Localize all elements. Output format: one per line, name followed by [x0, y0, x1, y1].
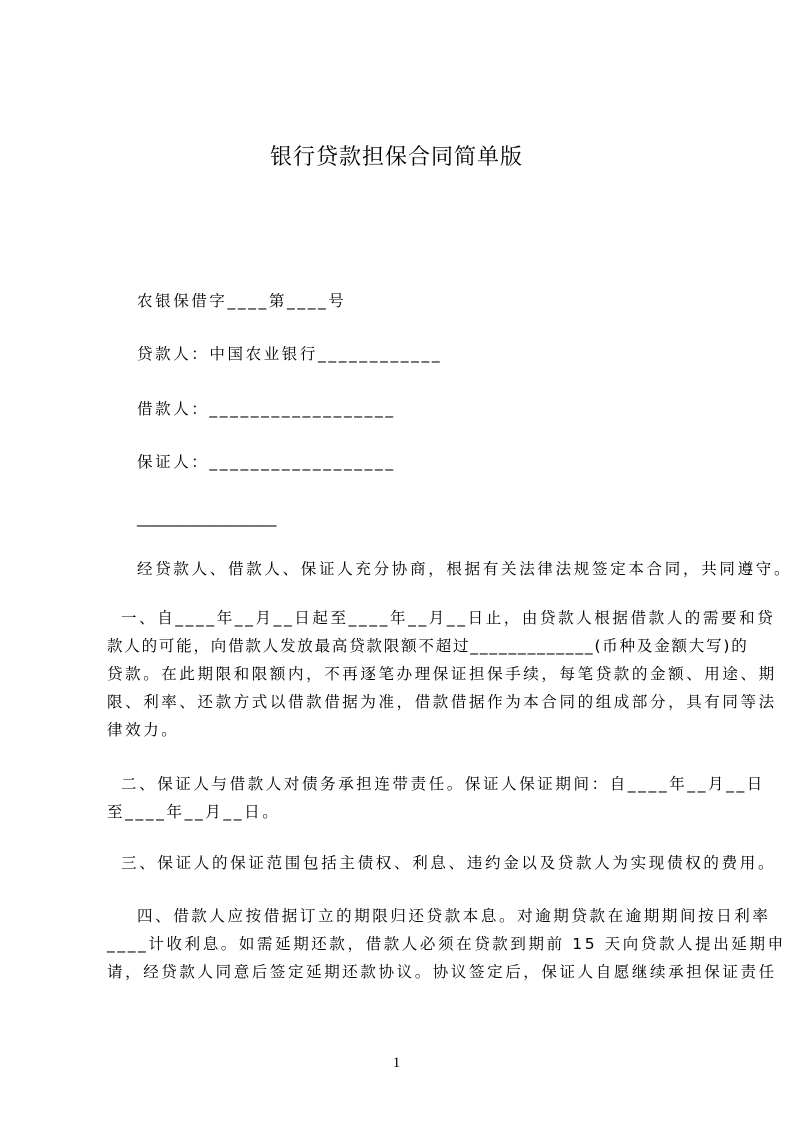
borrower-field: 借款人：__________________ — [137, 400, 396, 418]
clause-1-line: 限、利率、还款方式以借款借据为准，借款借据作为本合同的组成部分，具有同等法 — [107, 693, 777, 711]
clause-4-line: 请，经贷款人同意后签定延期还款协议。协议签定后，保证人自愿继续承担保证责任 — [107, 963, 777, 981]
preamble: 经贷款人、借款人、保证人充分协商，根据有关法律法规签定本合同，共同遵守。 — [137, 560, 793, 578]
clause-1-line: 贷款。在此期限和限额内，不再逐笔办理保证担保手续，每笔贷款的金额、用途、期 — [107, 665, 777, 683]
guarantor-field: 保证人：__________________ — [137, 453, 396, 471]
blank-field: __________________ — [137, 509, 277, 527]
clause-3-line: 三、保证人的保证范围包括主债权、利息、违约金以及贷款人为实现债权的费用。 — [121, 854, 777, 872]
lender-field: 贷款人：中国农业银行____________ — [137, 345, 443, 363]
clause-4-line: ____计收利息。如需延期还款，借款人必须在贷款到期前 15 天向贷款人提出延期申 — [107, 935, 786, 953]
clause-2-line: 至____年__月__日。 — [107, 803, 281, 821]
clause-2-line: 二、保证人与借款人对债务承担连带责任。保证人保证期间：自____年__月__日 — [121, 775, 765, 793]
clause-1-line: 款人的可能，向借款人发放最高贷款限额不超过_____________(币种及金额大写)的 — [107, 637, 749, 655]
clause-1-line: 律效力。 — [107, 721, 180, 739]
document-title: 银行贷款担保合同简单版 — [269, 145, 523, 170]
clause-1-line: 一、自____年__月__日起至____年__月__日止，由贷款人根据借款人的需要和贷 — [121, 609, 776, 627]
page-number: 1 — [392, 1055, 401, 1071]
contract-number-field: 农银保借字____第____号 — [137, 292, 347, 310]
clause-4-line: 四、借款人应按借据订立的期限归还贷款本息。对逾期贷款在逾期期间按日利率 — [137, 907, 771, 925]
